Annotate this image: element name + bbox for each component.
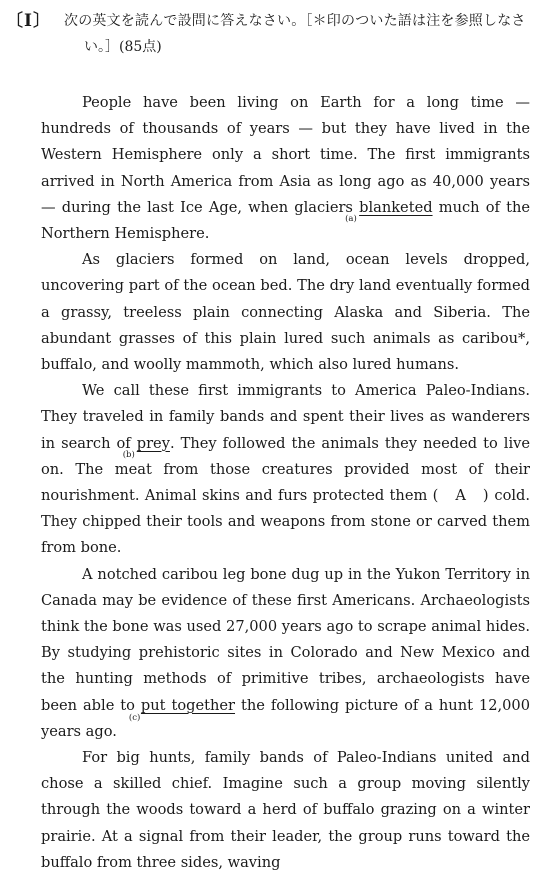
paragraph-5: For big hunts, family bands of Paleo-Indians united and chose a skilled chief. Imagine such a group moving silently through the woods toward a herd of buffalo grazing on a winter prairie. At a signal from their leader, the group runs toward the buffalo from three sides, waving	[41, 749, 530, 871]
underlined-term-a: blanketed (a)	[345, 198, 433, 224]
blank-a: ( A )	[432, 487, 490, 505]
marker-c: (c)	[128, 712, 141, 723]
instruction-line-1: 次の英文を読んで設問に答えなさい。［＊印のついた語は注を参照しなさ	[64, 13, 526, 29]
marker-a: (a)	[345, 213, 357, 224]
underlined-term-b: prey (b)	[122, 434, 170, 460]
marker-b: (b)	[122, 449, 135, 460]
question-number: 〔Ⅰ〕	[6, 11, 51, 31]
paragraph-2: As glaciers formed on land, ocean levels dropped, uncovering part of the ocean bed. The dry land eventually formed a grassy, treeless plain connecting Alaska and Siberia. The abundant grasses of this plain lured such animals as caribou*, buffalo, and woolly mammoth, which also lured humans.	[41, 251, 530, 374]
paragraph-3: We call these first immigrants to America Paleo-Indians. They traveled in family bands and spent their lives as wanderers in search of prey (b) . They followed the animals they needed to live on. The meat from those creatures provided most of their nourishment. Animal skins and furs protected them ( A ) cold. They chipped their tools and weapons from stone or carved them from bone.	[41, 382, 531, 557]
paragraph-4: A notched caribou leg bone dug up in the Yukon Territory in Canada may be evidence of these first Americans. Archaeologists think the bone was used 27,000 years ago to scrape animal hides. By studying prehistoric sites in Colorado and New Mexico and the hunting methods of primitive tribes, archaeologists have been able to (c) put together the following picture of a hunt 12,000 years ago.	[41, 565, 530, 740]
instruction-line-2: い。］(85点)	[84, 39, 162, 55]
underlined-term-c: (c) put together	[128, 696, 236, 723]
english-passage	[41, 90, 530, 876]
paragraph-1: People have been living on Earth for a long time — hundreds of thousands of years — but they have lived in the Western Hemisphere only a short time. The first immigrants arrived in North America from Asia as long ago as 40,000 years — during the last Ice Age, when glaciers blanketed (a) much of the Northern Hemisphere.	[41, 94, 530, 243]
